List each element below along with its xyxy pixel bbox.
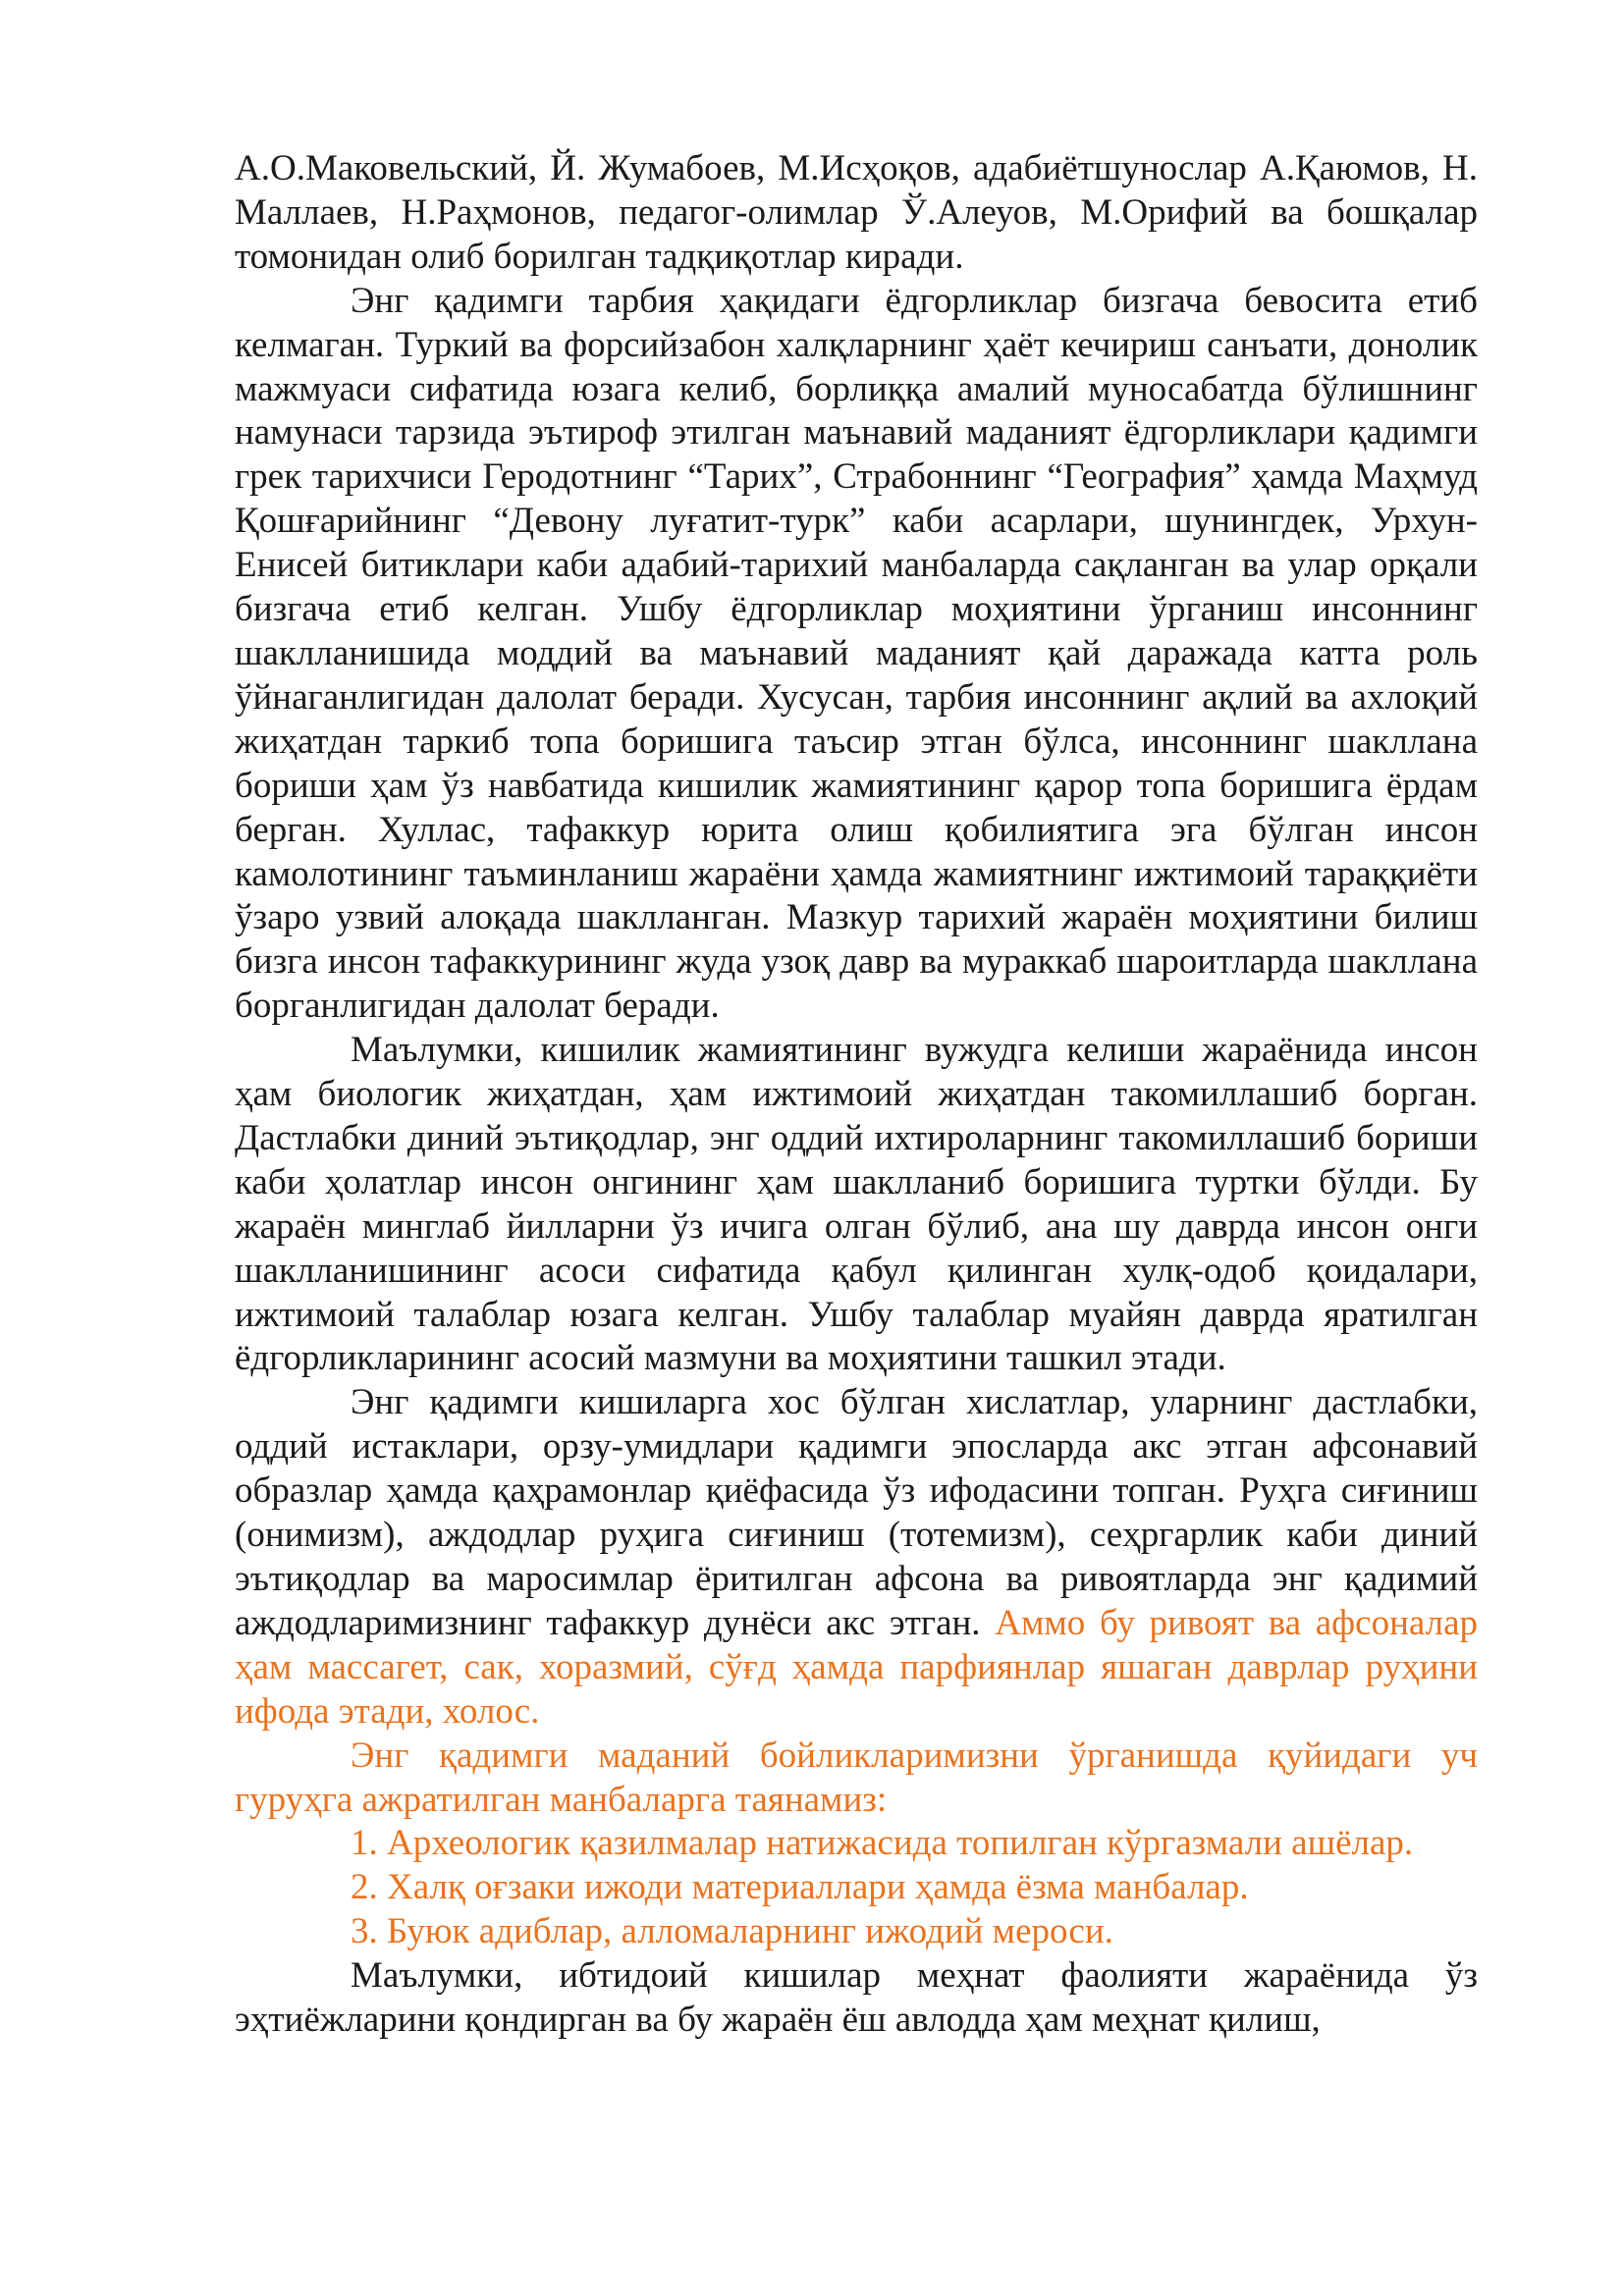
paragraph-3: Маълумки, кишилик жамиятининг вужудга келиши жараёнида инсон ҳам биологик жиҳатдан, ҳам ижтимоий жиҳатдан такомиллашиб борган. Дастлабки диний эътиқодлар, энг оддий ихтироларнинг такомиллашиб бориши каби ҳолатлар инсон онгининг ҳам шаклланиб боришига туртки бўлди. Бу жараён минглаб йилларни ўз ичига олган бўлиб, ана шу даврда инсон онги шаклланишининг асоси сифатида қабул қилинган хулқ-одоб қоидалари, ижтимоий талаблар юзага келган. Ушбу талаблар муайян даврда яратилган ёдгорликларининг асосий мазмуни ва моҳиятини ташкил этади. — [235, 1030, 1478, 1379]
paragraph-6: Маълумки, ибтидоий кишилар меҳнат фаолияти жараёнида ўз эҳтиёжларини қондирган ва бу жараён ёш авлодда ҳам меҳнат қилиш, — [235, 1955, 1478, 2041]
paragraph-1: А.О.Маковельский, Й. Жумабоев, М.Исҳоқов, адабиётшунослар А.Қаюмов, Н. Маллаев, Н.Раҳмонов, педагог-олимлар Ў.Алеуов, М.Орифий ва бошқалар томонидан олиб борилган тадқиқотлар киради. — [235, 148, 1478, 277]
list-item-2: 2. Халқ оғзаки ижоди материаллари ҳамда ёзма манбалар. — [351, 1867, 1249, 1908]
paragraph-2: Энг қадимги тарбия ҳақидаги ёдгорликлар бизгача бевосита етиб келмаган. Туркий ва форсийзабон халқларнинг ҳаёт кечириш санъати, донолик мажмуаси сифатида юзага келиб, борлиққа амалий муносабатда бўлишнинг намунаси тарзида эътироф этилган маънавий маданият ёдгорликлари қадимги грек тарихчиси Геродотнинг “Тарих”, Страбоннинг “География” ҳамда Маҳмуд Қошғарийнинг “Девону луғатит-турк” каби асарлари, шунингдек, Урхун-Енисей битиклари каби адабий-тарихий манбаларда сақланган ва улар орқали бизгача етиб келган. Ушбу ёдгорликлар моҳиятини ўрганиш инсоннинг шаклланишида моддий ва маънавий маданият қай даражада катта роль ўйнаганлигидан далолат беради. Хусусан, тарбия инсоннинг ақлий ва ахлоқий жиҳатдан таркиб топа боришига таъсир этган бўлса, инсоннинг шакллана бориши ҳам ўз навбатида кишилик жамиятининг қарор топа боришига ёрдам берган. Хуллас, тафаккур юрита олиш қобилиятига эга бўлган инсон камолотининг таъминланиш жараёни ҳамда жамиятнинг ижтимоий тараққиёти ўзаро узвий алоқада шаклланган. Мазкур тарихий жараён моҳиятини билиш бизга инсон тафаккурининг жуда узоқ давр ва мураккаб шароитларда шакллана борганлигидан далолат беради. — [235, 280, 1478, 1027]
paragraph-4-text: Энг қадимги кишиларга хос бўлган хислатлар, уларнинг дастлабки, оддий истаклари, орзу-умидлари қадимги эпосларда акс этган афсонавий образлар ҳамда қаҳрамонлар қиёфасида ўз ифодасини топган. Руҳга сиғиниш (онимизм), аждодлар руҳига сиғиниш (тотемизм), сеҳргарлик каби диний эътиқодлар ва маросимлар ёритилган афсона ва ривоятларда энг қадимий аждодларимизнинг тафаккур дунёси акс этган. — [235, 1382, 1478, 1643]
list-item-3: 3. Буюк адиблар, алломаларнинг ижодий мероси. — [351, 1911, 1113, 1952]
document-page — [235, 147, 1478, 2043]
paragraph-4 — [235, 1381, 1478, 1734]
list-item-1: 1. Археологик қазилмалар натижасида топилган кўргазмали ашёлар. — [351, 1823, 1414, 1864]
paragraph-4-highlight: Аммо бу ривоят ва афсоналар ҳам массагет, сак, хоразмий, сўғд ҳамда парфиянлар яшаган даврлар руҳини ифода этади, холос. — [235, 1602, 1479, 1732]
paragraph-5-highlight: Энг қадимги маданий бойликларимизни ўрганишда қуйидаги уч гуруҳга ажратилган манбаларга таянамиз: — [235, 1735, 1478, 1820]
